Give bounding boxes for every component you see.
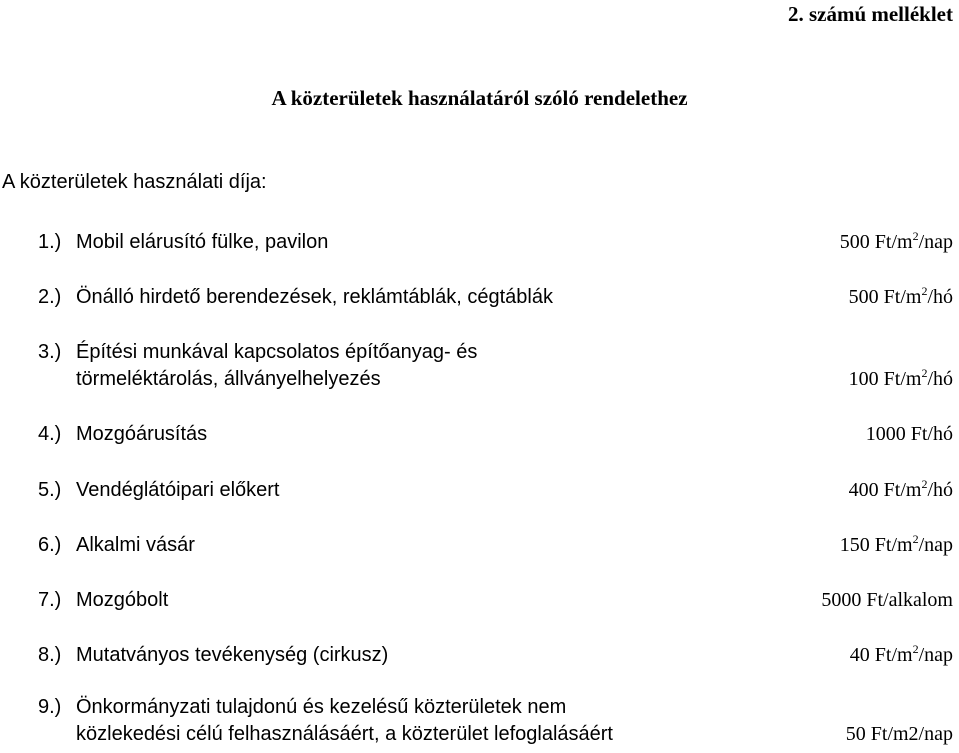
fee-price: 50 Ft/m2/nap — [845, 723, 953, 745]
fee-description — [76, 587, 716, 614]
fee-description-line: Mutatványos tevékenység (cirkusz) — [76, 644, 389, 666]
fee-description-line: Önkormányzati tulajdonú és kezelésű közterületek nem — [76, 696, 567, 718]
fee-description — [76, 229, 716, 256]
fee-price: 40 $Ft/m^2$/nap — [849, 642, 953, 666]
fee-number: 6.) — [38, 534, 62, 556]
fee-price: 5000 Ft/alkalom — [821, 589, 953, 611]
fee-price: 400 $Ft/m^2/hó$ — [848, 477, 953, 501]
annex-label: 2. számú melléklet — [787, 2, 953, 26]
fee-price: 500 $Ft/m^2/hó$ — [848, 284, 953, 308]
fee-description — [76, 339, 716, 393]
fee-description — [76, 284, 716, 311]
fee-number: 4.) — [38, 423, 62, 445]
fee-description-line: Építési munkával kapcsolatos építőanyag- és — [76, 341, 478, 363]
fee-description — [76, 694, 716, 748]
fee-price: 100 $Ft/m^2/hó$ — [848, 366, 953, 390]
fee-price: 1000 Ft/hó — [865, 423, 953, 445]
fee-description-line: Mozgóárusítás — [76, 423, 208, 445]
document-title: A közterületek használatáról szóló rendelethez — [271, 86, 688, 110]
fee-description-line: Vendéglátóipari előkert — [76, 479, 280, 501]
fee-description — [76, 642, 716, 669]
fee-number: 1.) — [38, 231, 62, 253]
fee-number: 7.) — [38, 589, 62, 611]
fee-description-line: törmeléktárolás, állványelhelyezés — [76, 368, 381, 390]
fee-description-line: Mobil elárusító fülke, pavilon — [76, 231, 329, 253]
intro-text: A közterületek használati díja: — [2, 171, 267, 193]
fee-price: 150 $Ft/m^2$/nap — [839, 532, 953, 556]
fee-number: 3.) — [38, 341, 62, 363]
fee-number: 9.) — [38, 696, 62, 718]
fee-price: 500 $Ft/m^2$/nap — [839, 229, 953, 253]
fee-description-line: Mozgóbolt — [76, 589, 169, 611]
fee-description — [76, 532, 716, 559]
fee-description-line: Önálló hirdető berendezések, reklámtáblák, cégtáblák — [76, 286, 553, 308]
fee-description — [76, 477, 716, 504]
fee-description-line: Alkalmi vásár — [76, 534, 195, 556]
fee-number: 2.) — [38, 286, 62, 308]
fee-number: 5.) — [38, 479, 62, 501]
fee-description — [76, 421, 716, 448]
fee-number: 8.) — [38, 644, 62, 666]
fee-description-line: közlekedési célú felhasználásáért, a közterület lefoglalásáért — [76, 723, 613, 745]
